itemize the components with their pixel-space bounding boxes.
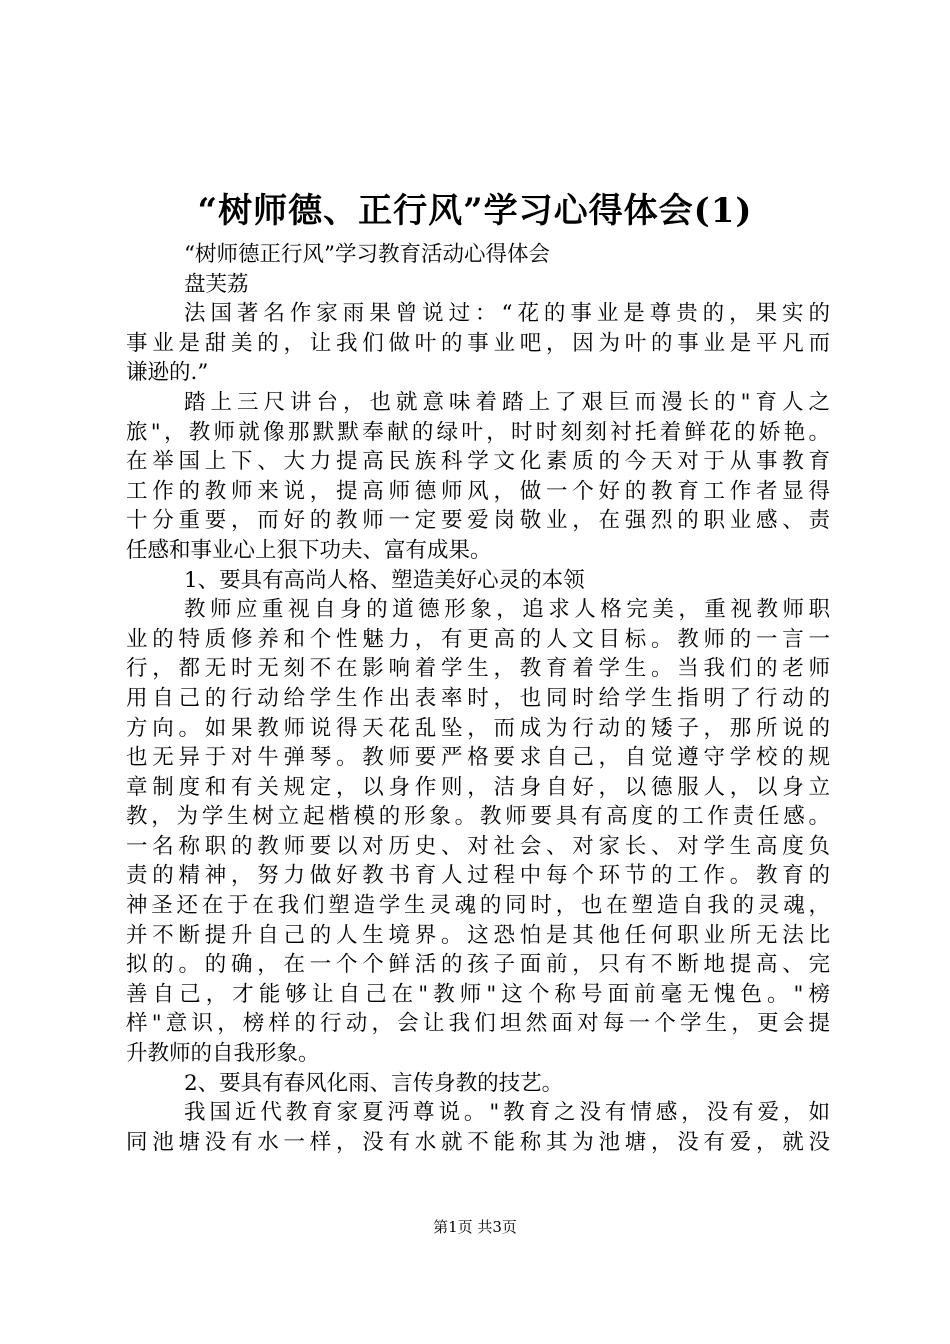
text-line: 用自己的行动给学生作出表率时，也同时给学生指明了行动的 [126, 685, 830, 711]
text-line: 教，为学生树立起楷模的形象。教师要具有高度的工作责任感。 [126, 804, 830, 830]
text-line: 任感和事业心上狠下功夫、富有成果。 [126, 537, 492, 563]
text-line: 教师应重视自身的道德形象，追求人格完美，重视教师职 [184, 597, 830, 623]
text-line: “树师德正行风”学习教育活动心得体会 [184, 242, 550, 267]
document-body [126, 240, 830, 1157]
document-title: “树师德、正行风”学习心得体会(1) [197, 191, 753, 231]
text-line: 在举国上下、大力提高民族科学文化素质的今天对于从事教育 [126, 449, 830, 475]
text-line: 1、要具有高尚人格、塑造美好心灵的本领 [184, 567, 585, 593]
text-line: 业的特质修养和个性魅力，有更高的人文目标。教师的一言一 [126, 626, 830, 652]
text-line: 一名称职的教师要以对历史、对社会、对家长、对学生高度负 [126, 833, 830, 859]
text-line: 盘芙荔 [184, 271, 249, 297]
text-line: 行，都无时无刻不在影响着学生，教育着学生。当我们的老师 [126, 656, 830, 682]
text-line: 工作的教师来说，提高师德师风，做一个好的教育工作者显得 [126, 478, 830, 504]
text-line: 我国近代教育家夏沔尊说。"教育之没有情感，没有爱，如 [184, 1100, 830, 1126]
text-line: 谦逊的.” [126, 360, 209, 386]
text-line: 善自己，才能够让自己在"教师"这个称号面前毫无愧色。"榜 [126, 981, 830, 1007]
text-line: 样"意识，榜样的行动，会让我们坦然面对每一个学生，更会提 [126, 1011, 830, 1037]
text-line: 升教师的自我形象。 [126, 1041, 320, 1067]
text-line: 事业是甜美的，让我们做叶的事业吧，因为叶的事业是平凡而 [126, 330, 830, 356]
text-line: 方向。如果教师说得天花乱坠，而成为行动的矮子，那所说的 [126, 715, 830, 741]
text-line: 神圣还在于在我们塑造学生灵魂的同时，也在塑造自我的灵魂， [126, 893, 830, 919]
text-line: 并不断提升自己的人生境界。这恐怕是其他任何职业所无法比 [126, 922, 830, 948]
text-line: 十分重要，而好的教师一定要爱岗敬业，在强烈的职业感、责 [126, 508, 830, 534]
text-line: 同池塘没有水一样，没有水就不能称其为池塘，没有爱，就没 [126, 1129, 830, 1155]
text-line: 拟的。的确，在一个个鲜活的孩子面前，只有不断地提高、完 [126, 952, 830, 978]
text-line: 章制度和有关规定，以身作则，洁身自好，以德服人，以身立 [126, 774, 830, 800]
page-footer: 第1页 共3页 [433, 1218, 517, 1236]
text-line: 2、要具有春风化雨、言传身教的技艺。 [184, 1070, 564, 1096]
text-line: 旅"，教师就像那默默奉献的绿叶，时时刻刻衬托着鲜花的娇艳。 [126, 419, 830, 445]
text-line: 责的精神，努力做好教书育人过程中每个环节的工作。教育的 [126, 863, 830, 889]
text-line: 踏上三尺讲台，也就意味着踏上了艰巨而漫长的"育人之 [184, 389, 830, 415]
text-line: 法国著名作家雨果曾说过：“花的事业是尊贵的，果实的 [184, 301, 830, 327]
text-line: 也无异于对牛弹琴。教师要严格要求自己，自觉遵守学校的规 [126, 745, 830, 771]
